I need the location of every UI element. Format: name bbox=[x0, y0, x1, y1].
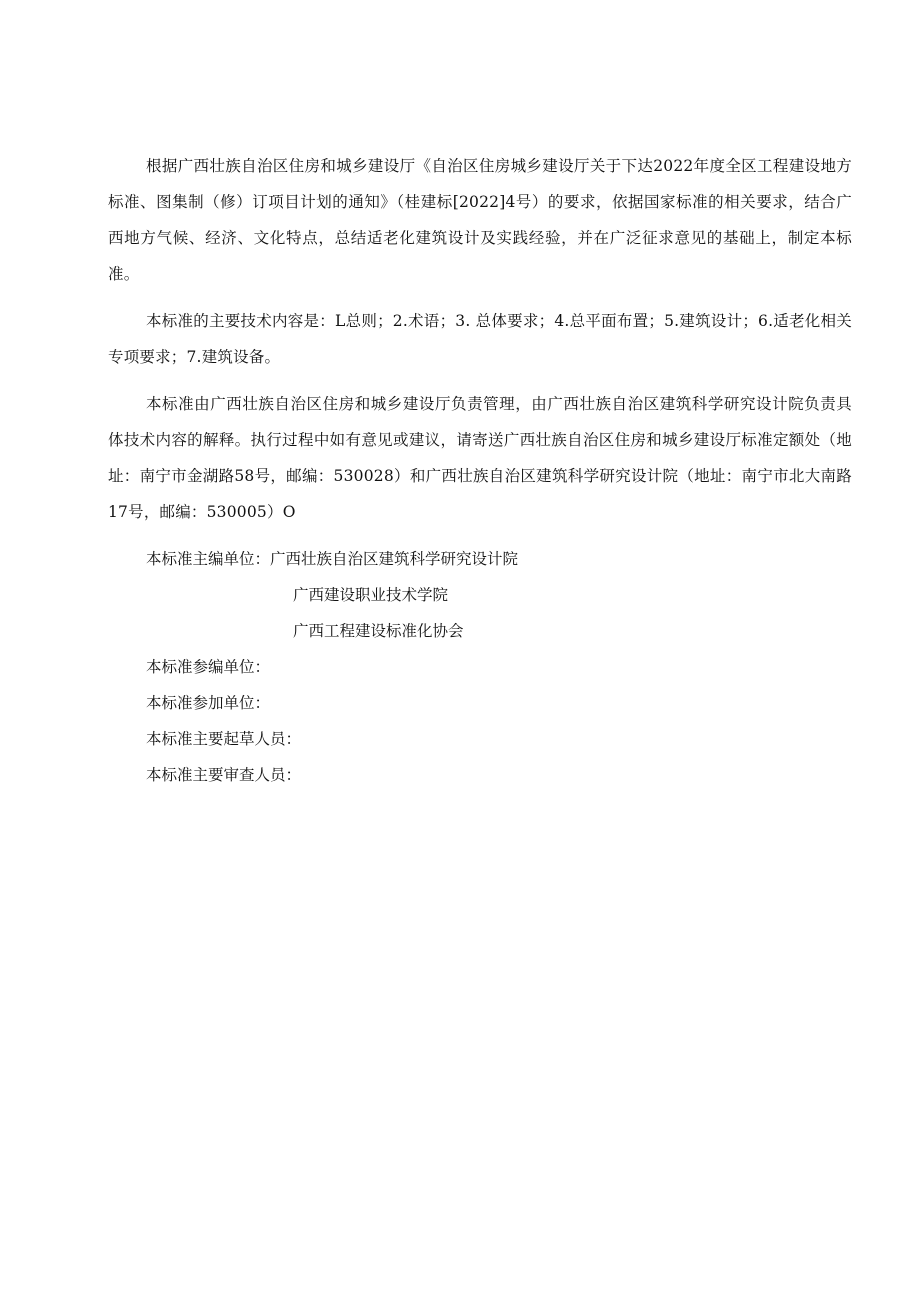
chief-editor-unit-2: 广西建设职业技术学院 bbox=[293, 586, 449, 604]
technical-content-paragraph: 本标准的主要技术内容是：L总则；2.术语；3. 总体要求；4.总平面布置；5.建筑设计；6.适老化相关专项要求；7.建筑设备。 bbox=[108, 312, 852, 366]
management-paragraph: 本标准由广西壮族自治区住房和城乡建设厅负责管理，由广西壮族自治区建筑科学研究设计院负责具体技术内容的解释。执行过程中如有意见或建议，请寄送广西壮族自治区住房和城乡建设厅标准定额处（地址：南宁市金湖路58号，邮编：530028）和广西壮族自治区建筑科学研究设计院（地址：南宁市北大南路17号，邮编：530005）O bbox=[108, 395, 852, 521]
chief-editor-unit: 本标准主编单位：广西壮族自治区建筑科学研究设计院 bbox=[146, 550, 519, 568]
main-reviewers: 本标准主要审查人员： bbox=[146, 766, 302, 784]
document-body bbox=[108, 148, 852, 793]
participating-editor-units: 本标准参编单位： bbox=[146, 658, 271, 676]
intro-paragraph: 根据广西壮族自治区住房和城乡建设厅《自治区住房城乡建设厅关于下达2022年度全区工程建设地方标准、图集制（修）订项目计划的通知》（桂建标[2022]4号）的要求，依据国家标准的相关要求，结合广西地方气候、经济、文化特点，总结适老化建筑设计及实践经验，并在广泛征求意见的基础上，制定本标准。 bbox=[108, 157, 852, 283]
chief-editor-unit-3: 广西工程建设标准化协会 bbox=[293, 622, 464, 640]
main-drafters: 本标准主要起草人员： bbox=[146, 730, 302, 748]
participating-units: 本标准参加单位： bbox=[146, 694, 271, 712]
